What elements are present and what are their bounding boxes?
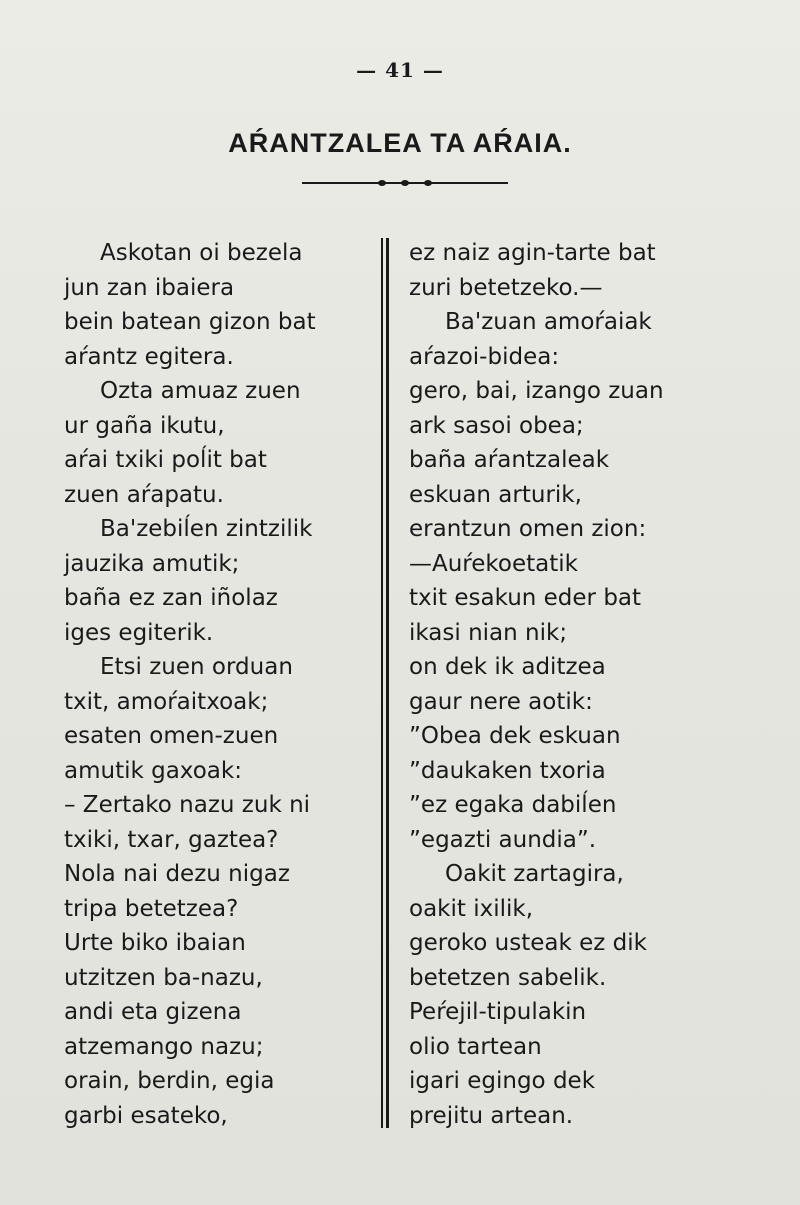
verse-line: aŕazoi-bidea: bbox=[409, 343, 560, 370]
verse-line: ”daukaken txoria bbox=[409, 757, 606, 784]
verse-line: txit, amoŕaitxoak; bbox=[64, 688, 269, 715]
ornament-dot bbox=[424, 180, 432, 186]
verse-line: tripa betetzea? bbox=[64, 895, 239, 922]
verse-line: jauzika amutik; bbox=[64, 550, 240, 577]
verse-line: prejitu artean. bbox=[409, 1102, 574, 1129]
verse-line: ark sasoi obea; bbox=[409, 412, 584, 439]
verse-line: bein batean gizon bat bbox=[64, 309, 316, 335]
verse-line: ikasi nian nik; bbox=[409, 619, 568, 646]
divider-rule-thick bbox=[386, 238, 389, 1128]
verse-line: ”Obea dek eskuan bbox=[409, 723, 621, 749]
verse-line: ur gaña ikutu, bbox=[64, 412, 225, 439]
ornament-dot bbox=[378, 180, 386, 186]
ornament-dot bbox=[401, 180, 409, 186]
verse-line: Nola nai dezu nigaz bbox=[64, 861, 290, 887]
verse-line: andi eta gizena bbox=[64, 999, 242, 1025]
page-number: — 41 — bbox=[356, 58, 444, 82]
verse-line: ”egazti aundia”. bbox=[409, 826, 597, 853]
verse-line: gaur nere aotik: bbox=[409, 688, 593, 715]
poem-column-left bbox=[64, 236, 364, 1133]
verse-line: garbi esateko, bbox=[64, 1102, 228, 1129]
verse-line: Oakit zartagira, bbox=[445, 861, 624, 887]
poem-title: AŔANTZALEA TA AŔAIA. bbox=[228, 128, 572, 158]
verse-line: Askotan oi bezela bbox=[100, 240, 303, 266]
ornament-divider-icon bbox=[302, 180, 508, 186]
verse-line: baña aŕantzaleak bbox=[409, 447, 610, 473]
verse-line: atzemango nazu; bbox=[64, 1033, 264, 1060]
verse-line: Etsi zuen orduan bbox=[100, 654, 293, 680]
verse-line: – Zertako nazu zuk ni bbox=[64, 792, 311, 818]
verse-line: orain, berdin, egia bbox=[64, 1068, 275, 1094]
verse-line: aŕai txiki poĺit bat bbox=[64, 447, 267, 473]
verse-line: betetzen sabelik. bbox=[409, 964, 607, 991]
verse-line: txiki, txar, gaztea? bbox=[64, 826, 279, 853]
verse-line: txit esakun eder bat bbox=[409, 585, 642, 611]
verse-line: ez naiz agin-tarte bat bbox=[409, 240, 656, 266]
verse-line: Ozta amuaz zuen bbox=[100, 378, 301, 404]
verse-line: geroko usteak ez dik bbox=[409, 930, 647, 956]
verse-line: aŕantz egitera. bbox=[64, 343, 234, 370]
verse-line: gero, bai, izango zuan bbox=[409, 378, 664, 404]
verse-line: eskuan arturik, bbox=[409, 481, 582, 508]
verse-line: oakit ixilik, bbox=[409, 895, 534, 922]
verse-line: amutik gaxoak: bbox=[64, 757, 242, 784]
verse-line: iges egiterik. bbox=[64, 619, 214, 646]
verse-line: baña ez zan iñolaz bbox=[64, 585, 278, 611]
verse-line: zuen aŕapatu. bbox=[64, 481, 224, 508]
verse-line: utzitzen ba-nazu, bbox=[64, 964, 263, 991]
verse-line: Peŕejil-tipulakin bbox=[409, 999, 587, 1025]
verse-line: on dek ik aditzea bbox=[409, 654, 606, 680]
verse-line: zuri betetzeko.— bbox=[409, 274, 603, 301]
column-divider bbox=[381, 238, 389, 1128]
verse-line: Ba'zebiĺen zintzilik bbox=[100, 516, 313, 542]
verse-line: erantzun omen zion: bbox=[409, 516, 647, 542]
verse-line: Urte biko ibaian bbox=[64, 930, 246, 956]
divider-rule-thin bbox=[381, 238, 383, 1128]
verse-line: esaten omen-zuen bbox=[64, 723, 279, 749]
verse-line: —Auŕekoetatik bbox=[409, 550, 578, 577]
poem-column-right bbox=[409, 236, 709, 1133]
verse-line: ”ez egaka dabiĺen bbox=[409, 792, 617, 818]
verse-line: olio tartean bbox=[409, 1033, 542, 1060]
verse-line: Ba'zuan amoŕaiak bbox=[445, 309, 652, 335]
verse-line: igari egingo dek bbox=[409, 1068, 596, 1094]
verse-line: jun zan ibaiera bbox=[64, 274, 235, 301]
